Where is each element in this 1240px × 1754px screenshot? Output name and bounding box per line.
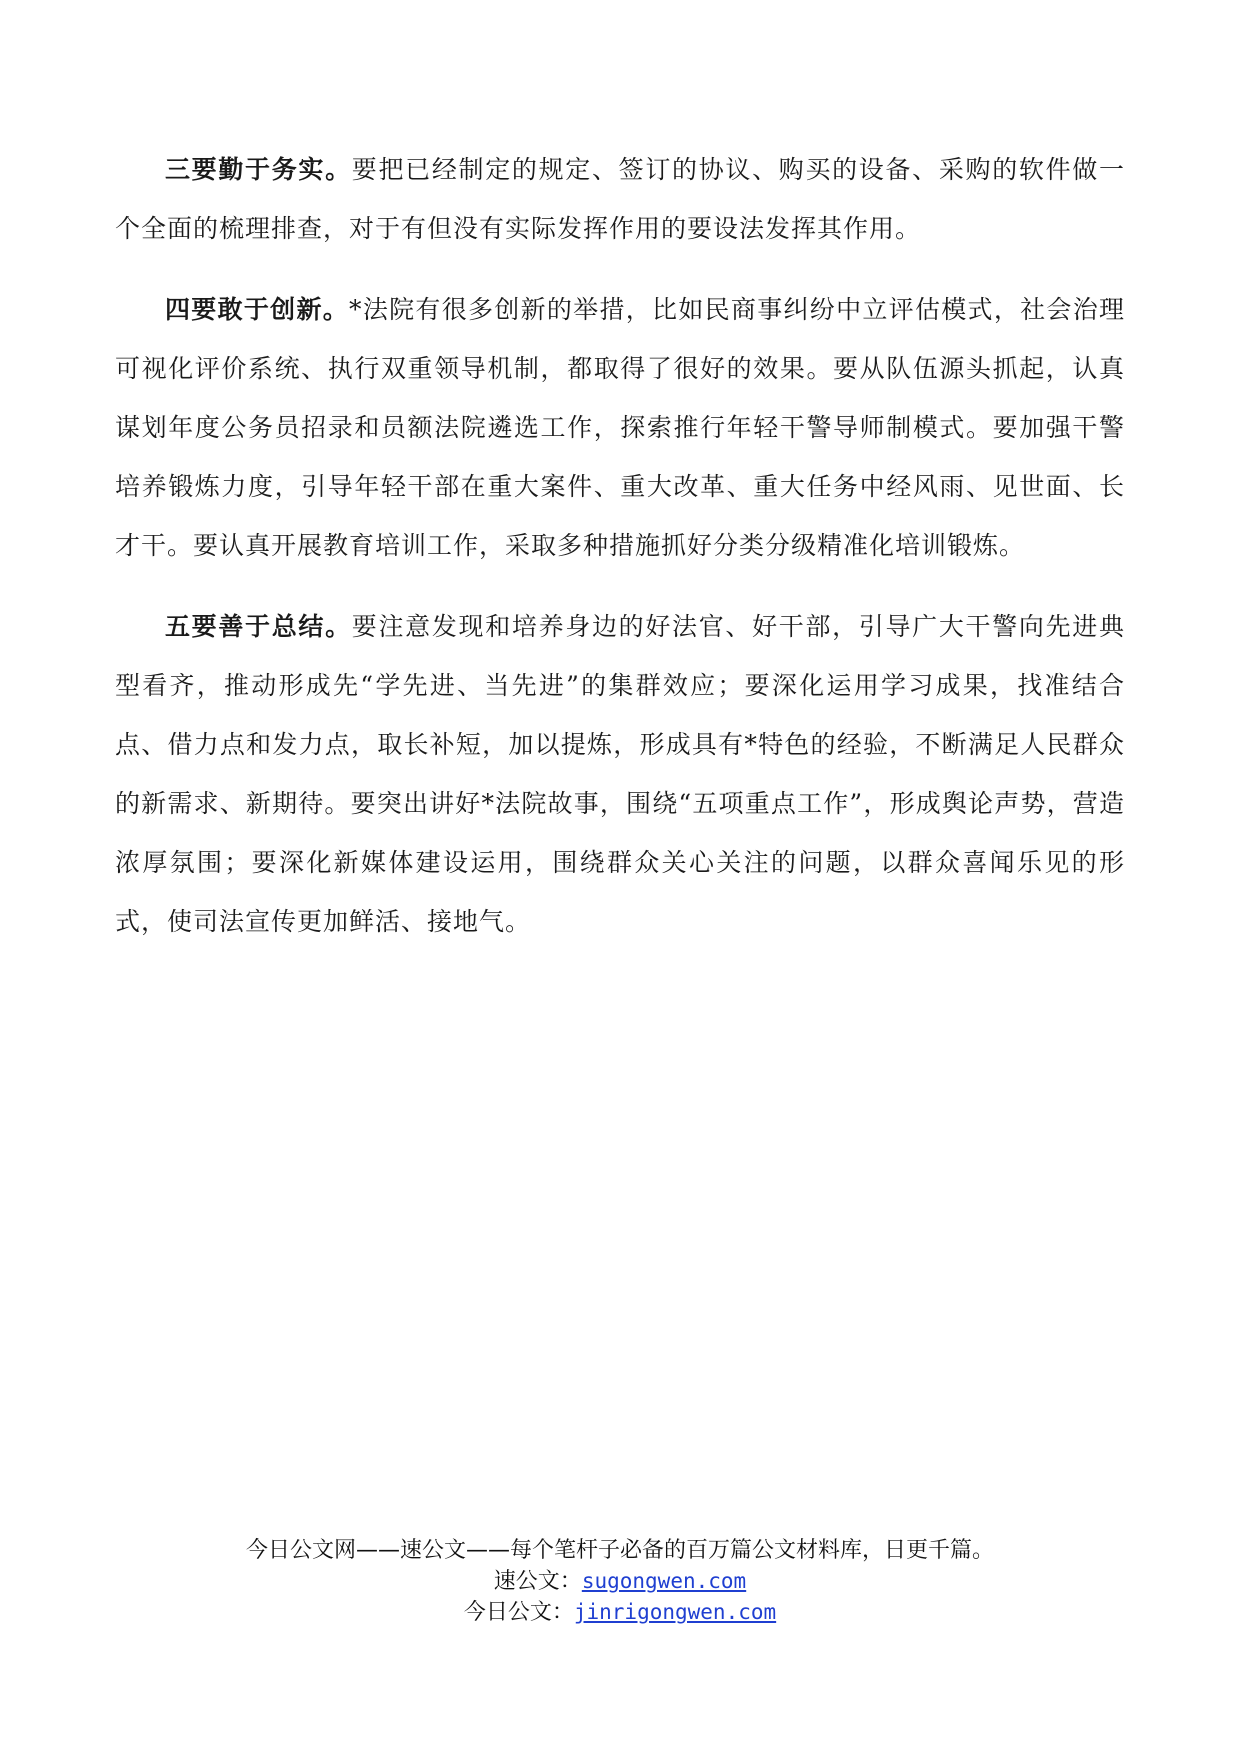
sugongwen-link[interactable]: sugongwen.com [581,1569,747,1593]
paragraph-practical [115,140,1125,258]
footer-link-row-sugongwen [0,1566,1240,1597]
document-body [115,140,1125,973]
page-footer [0,1535,1240,1628]
paragraph-summary [115,597,1125,951]
footer-link-label: 速公文： [493,1569,582,1594]
footer-tagline: 今日公文网——速公文——每个笔杆子必备的百万篇公文材料库，日更千篇。 [245,1538,994,1563]
paragraph-innovation [115,280,1125,575]
paragraph-lead: 三要勤于务实。 [165,155,352,184]
footer-link-row-jinrigongwen [0,1597,1240,1628]
paragraph-text: 要把已经制定的规定、签订的协议、购买的设备、采购的软件做一个全面的梳理排查，对于有但没有实际发挥作用的要设法发挥其作用。 [115,155,1125,243]
jinrigongwen-link[interactable]: jinrigongwen.com [573,1600,777,1624]
paragraph-lead: 五要善于总结。 [165,612,352,641]
paragraph-lead: 四要敢于创新。 [165,295,350,324]
paragraph-text: *法院有很多创新的举措，比如民商事纠纷中立评估模式，社会治理可视化评价系统、执行双重领导机制，都取得了很好的效果。要从队伍源头抓起，认真谋划年度公务员招录和员额法院遴选工作，探索推行年轻干警导师制模式。要加强干警培养锻炼力度，引导年轻干部在重大案件、重大改革、重大任务中经风雨、见世面、长才干。要认真开展教育培训工作，采取多种措施抓好分类分级精准化培训锻炼。 [115,295,1125,560]
paragraph-text: 要注意发现和培养身边的好法官、好干部，引导广大干警向先进典型看齐，推动形成先“学先进、当先进”的集群效应；要深化运用学习成果，找准结合点、借力点和发力点，取长补短，加以提炼，形成具有*特色的经验，不断满足人民群众的新需求、新期待。要突出讲好*法院故事，围绕“五项重点工作”，形成舆论声势，营造浓厚氛围；要深化新媒体建设运用，围绕群众关心关注的问题，以群众喜闻乐见的形式，使司法宣传更加鲜活、接地气。 [115,612,1125,936]
footer-link-label: 今日公文： [463,1600,574,1625]
